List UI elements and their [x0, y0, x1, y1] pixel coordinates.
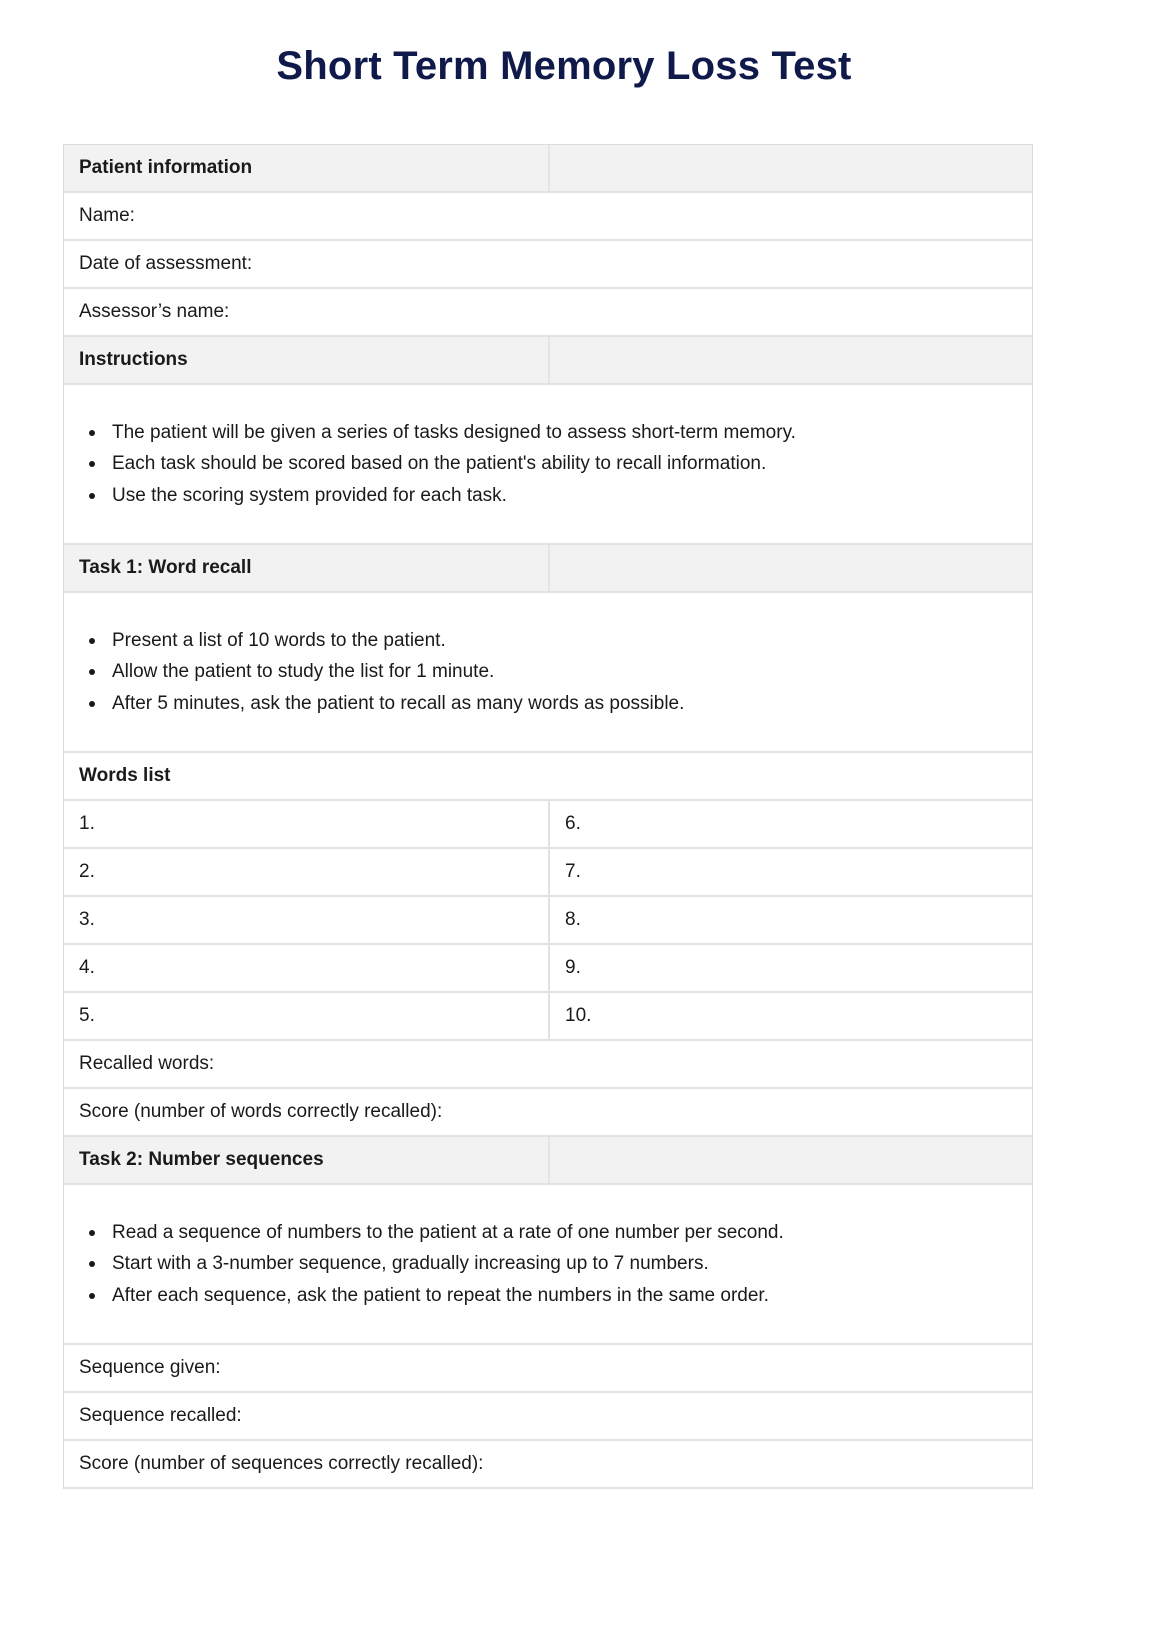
- list-item: Read a sequence of numbers to the patient at a rate of one number per second.: [86, 1217, 784, 1249]
- list-item: After each sequence, ask the patient to repeat the numbers in the same order.: [86, 1280, 784, 1312]
- list-item: Present a list of 10 words to the patient.: [86, 625, 684, 657]
- word-slot-2[interactable]: 2.: [79, 861, 95, 882]
- task-1-score-field-row[interactable]: [64, 1089, 1032, 1137]
- word-row: [64, 897, 1032, 945]
- words-list-title: Words list: [79, 765, 171, 786]
- task-1-score-label: Score (number of words correctly recalled):: [79, 1101, 443, 1122]
- section-header-blank: [548, 337, 1032, 383]
- list-item: After 5 minutes, ask the patient to recall as many words as possible.: [86, 688, 684, 720]
- name-field-row[interactable]: [64, 193, 1032, 241]
- word-slot-4[interactable]: 4.: [79, 957, 95, 978]
- section-title: Task 1: Word recall: [79, 557, 252, 578]
- section-header-instructions: [64, 337, 1032, 385]
- date-of-assessment-field-label: Date of assessment:: [79, 253, 253, 274]
- word-slot-3[interactable]: 3.: [79, 909, 95, 930]
- task-2-score-label: Score (number of sequences correctly recalled):: [79, 1453, 484, 1474]
- assessor-name-field-row[interactable]: [64, 289, 1032, 337]
- word-row: [64, 993, 1032, 1041]
- list-item: Each task should be scored based on the patient's ability to recall information.: [86, 448, 796, 480]
- section-title: Patient information: [79, 157, 253, 178]
- section-header-blank: [548, 145, 1032, 191]
- sequence-given-label: Sequence given:: [79, 1357, 221, 1378]
- recalled-words-label: Recalled words:: [79, 1053, 215, 1074]
- task-2-instructions-list: [64, 1217, 784, 1312]
- list-item: Allow the patient to study the list for 1 minute.: [86, 656, 684, 688]
- assessment-form: [63, 144, 1033, 1489]
- assessor-name-field-label: Assessor’s name:: [79, 301, 230, 322]
- page-title: Short Term Memory Loss Test: [276, 44, 852, 88]
- task-2-score-field-row[interactable]: [64, 1441, 1032, 1489]
- sequence-recalled-label: Sequence recalled:: [79, 1405, 242, 1426]
- word-slot-7[interactable]: 7.: [548, 849, 1032, 895]
- section-title: Instructions: [79, 349, 188, 370]
- section-header-task-2: [64, 1137, 1032, 1185]
- section-title: Task 2: Number sequences: [79, 1149, 324, 1170]
- section-header-patient-information: [64, 145, 1032, 193]
- word-slot-6[interactable]: 6.: [548, 801, 1032, 847]
- word-slot-1[interactable]: 1.: [79, 813, 95, 834]
- section-header-task-1: [64, 545, 1032, 593]
- task-1-instructions-list: [64, 625, 684, 720]
- word-slot-9[interactable]: 9.: [548, 945, 1032, 991]
- instructions-list-row: [64, 385, 1032, 545]
- name-field-label: Name:: [79, 205, 135, 226]
- task-1-list-row: [64, 593, 1032, 753]
- list-item: The patient will be given a series of tasks designed to assess short-term memory.: [86, 417, 796, 449]
- date-of-assessment-field-row[interactable]: [64, 241, 1032, 289]
- words-list-header: [64, 753, 1032, 801]
- recalled-words-field-row[interactable]: [64, 1041, 1032, 1089]
- task-2-list-row: [64, 1185, 1032, 1345]
- instructions-list: [64, 417, 796, 512]
- list-item: Start with a 3-number sequence, gradually increasing up to 7 numbers.: [86, 1248, 784, 1280]
- list-item: Use the scoring system provided for each task.: [86, 480, 796, 512]
- word-slot-10[interactable]: 10.: [548, 993, 1032, 1039]
- sequence-recalled-field-row[interactable]: [64, 1393, 1032, 1441]
- section-header-blank: [548, 545, 1032, 591]
- word-row: [64, 945, 1032, 993]
- section-header-blank: [548, 1137, 1032, 1183]
- word-row: [64, 849, 1032, 897]
- word-slot-8[interactable]: 8.: [548, 897, 1032, 943]
- word-slot-5[interactable]: 5.: [79, 1005, 95, 1026]
- word-row: [64, 801, 1032, 849]
- sequence-given-field-row[interactable]: [64, 1345, 1032, 1393]
